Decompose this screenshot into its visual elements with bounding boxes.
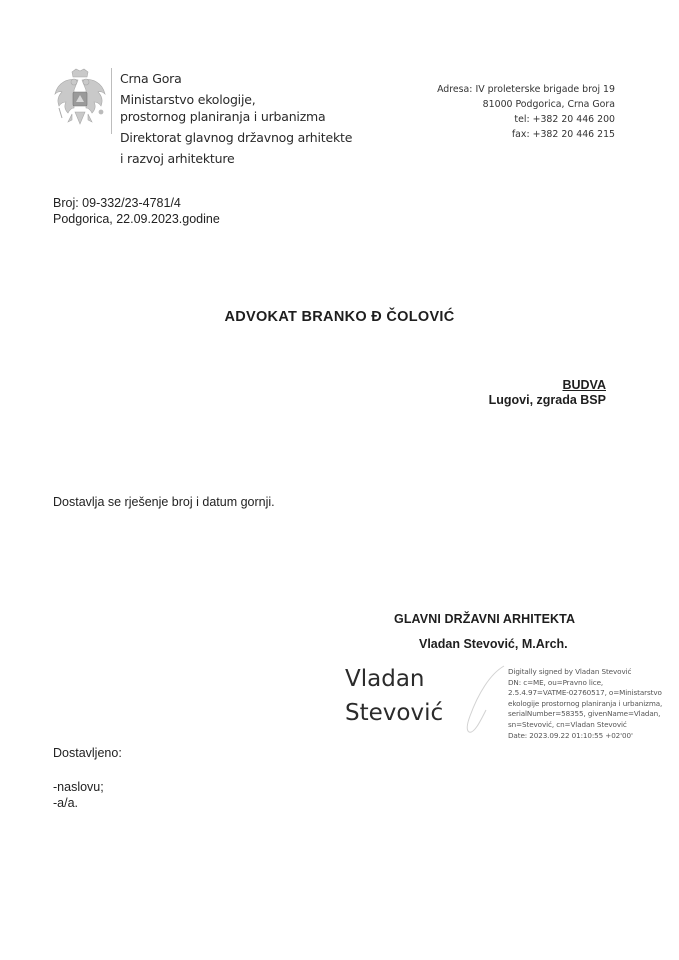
institution-block (120, 70, 352, 167)
institution-country: Crna Gora (120, 71, 182, 86)
signatory-title: GLAVNI DRŽAVNI ARHITEKTA (394, 612, 576, 626)
sig-line: DN: c=ME, ou=Pravno lice, (508, 677, 604, 687)
sig-line: serialNumber=58355, givenName=Vladan, (508, 709, 661, 719)
institution-ministry-line-2: prostornog planiranja i urbanizma (120, 109, 326, 124)
delivery-item: -naslovu; (53, 780, 104, 794)
reference-place-date: Podgorica, 22.09.2023.godine (53, 212, 220, 226)
delivery-item: -a/a. (53, 796, 79, 810)
delivery-list (53, 779, 104, 811)
sig-line: ekologije prostornog planiranja i urbanizma, (508, 698, 663, 708)
sig-line: Date: 2023.09.22 01:10:55 +02'00' (508, 730, 633, 740)
sig-line: 2.5.4.97=VATME-02760517, o=Ministarstvo (508, 688, 662, 698)
address-street: Adresa: IV proleterske brigade broj 19 (437, 84, 615, 95)
digital-signature-name (345, 662, 443, 730)
signatory-name: Vladan Stevović, M.Arch. (419, 637, 568, 651)
delivery-label: Dostavljeno: (53, 746, 122, 760)
signature-last-name: Stevović (345, 700, 444, 726)
sig-line: sn=Stevović, cn=Vladan Stevović (508, 719, 627, 729)
recipient-name: ADVOKAT BRANKO Đ ČOLOVIĆ (224, 309, 455, 325)
institution-ministry-line-1: Ministarstvo ekologije, (120, 92, 256, 107)
signature-flourish-icon (460, 664, 510, 736)
reference-block (53, 195, 220, 227)
digital-signature-details (508, 667, 662, 741)
address-block (437, 82, 615, 142)
letterhead-divider (111, 68, 112, 134)
address-phone: tel: +382 20 446 200 (514, 114, 615, 125)
signature-first-name: Vladan (345, 666, 425, 692)
institution-directorate-line-1: Direktorat glavnog državnog arhitekte (120, 130, 353, 145)
body-text: Dostavlja se rješenje broj i datum gornji. (53, 495, 275, 509)
recipient-address: Lugovi, zgrada BSP (488, 393, 606, 407)
montenegro-coat-of-arms-icon (52, 68, 108, 130)
address-city: 81000 Podgorica, Crna Gora (482, 99, 615, 110)
institution-directorate-line-2: i razvoj arhitekture (120, 151, 235, 166)
recipient-city: BUDVA (562, 378, 606, 392)
sig-line: Digitally signed by Vladan Stevović (508, 667, 632, 676)
reference-number: Broj: 09-332/23-4781/4 (53, 196, 181, 210)
address-fax: fax: +382 20 446 215 (511, 129, 615, 140)
